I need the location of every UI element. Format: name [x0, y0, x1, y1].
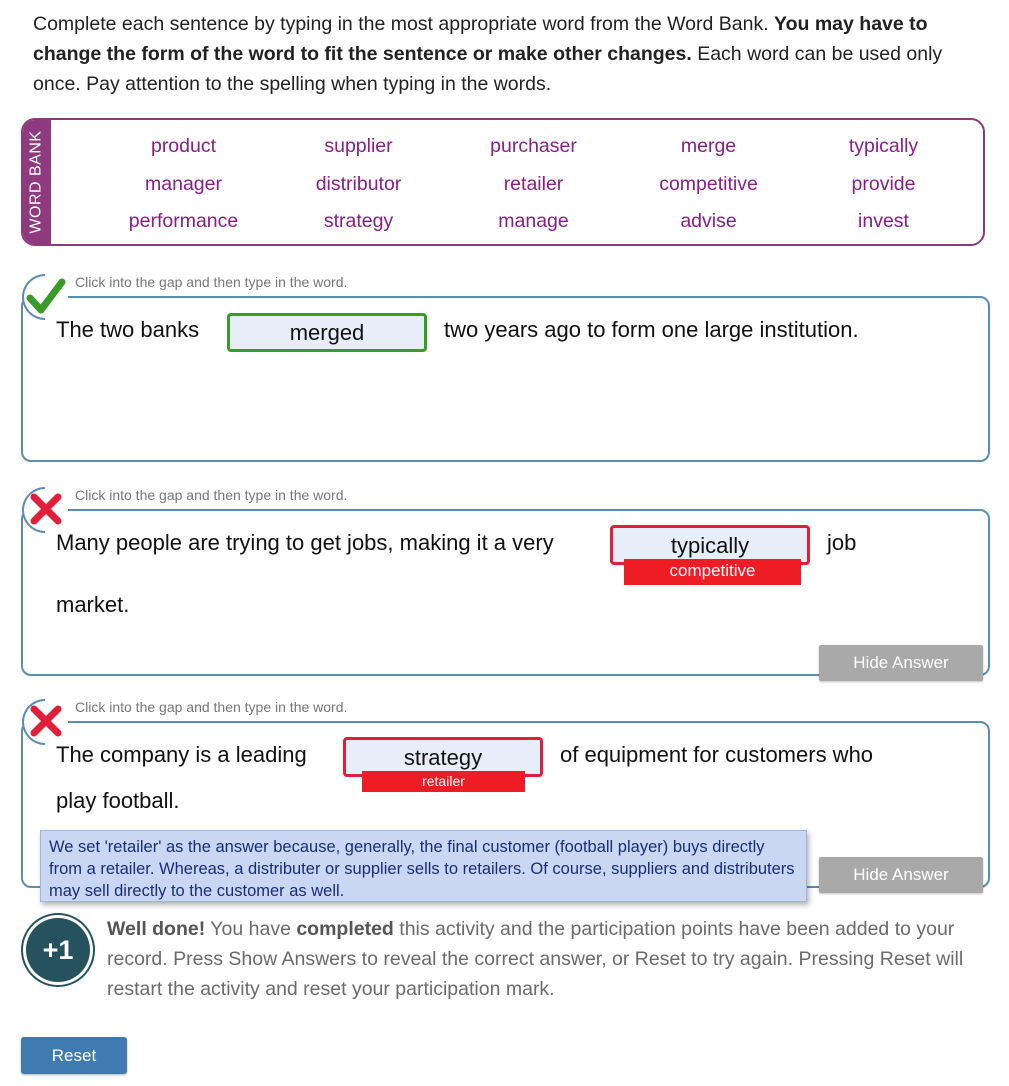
- question-text: The company is a leading: [56, 742, 307, 767]
- word-bank-word: invest: [858, 210, 909, 232]
- correct-answer-label: competitive: [624, 559, 801, 585]
- word-bank-word: manager: [145, 172, 222, 195]
- word-bank-word: retailer: [503, 172, 564, 195]
- instructions-bold: You may have to change the form of the word to fit the sentence or make other changes.: [33, 13, 928, 65]
- word-bank-tab: [23, 120, 51, 244]
- hide-answer-button[interactable]: Hide Answer: [819, 645, 983, 681]
- answer-input[interactable]: merged: [227, 313, 427, 352]
- word-bank-word: product: [150, 135, 217, 157]
- word-bank-word: merge: [680, 135, 737, 157]
- word-bank-grid: [96, 132, 971, 237]
- instructions: [33, 9, 983, 99]
- word-bank-word: typically: [848, 135, 919, 157]
- word-bank-word: purchaser: [490, 135, 577, 157]
- hide-answer-button[interactable]: Hide Answer: [819, 857, 983, 893]
- word-bank-word: competitive: [659, 172, 758, 195]
- word-bank-word: supplier: [324, 135, 393, 157]
- instructions-text-2: Each word can be used only once. Pay attention to the spelling when typing in the words.: [33, 43, 943, 95]
- checkmark-icon: [26, 276, 66, 316]
- question-text: two years ago to form one large institution.: [444, 317, 859, 342]
- word-bank: [21, 118, 985, 246]
- word-bank-word: strategy: [323, 210, 394, 232]
- well-done-text: Well done!: [107, 918, 206, 940]
- completed-text: completed: [296, 918, 394, 940]
- word-bank-word: distributor: [315, 172, 402, 195]
- word-bank-word: provide: [851, 172, 916, 195]
- question-text: of equipment for customers who: [560, 742, 874, 767]
- gap-hint: Click into the gap and then type in the word.: [75, 274, 348, 290]
- word-bank-word: performance: [128, 210, 239, 232]
- gap-hint: Click into the gap and then type in the word.: [75, 699, 348, 715]
- completion-text-2: this activity and the participation points have been added to your record. Press Show Answers to reveal the correct answer, or Reset to try again. Pressing Reset will restart the activity and reset your participation mark.: [107, 918, 964, 1000]
- word-bank-word: advise: [680, 210, 737, 232]
- completion-message: [107, 914, 997, 1004]
- answer-input[interactable]: typically: [610, 525, 810, 565]
- word-bank-word: manage: [498, 210, 569, 232]
- question-text: market.: [56, 592, 130, 617]
- reset-button[interactable]: Reset: [21, 1037, 127, 1074]
- question-text: job: [827, 530, 857, 555]
- instructions-text: Complete each sentence by typing in the most appropriate word from the Word Bank.: [33, 13, 775, 35]
- gap-hint: Click into the gap and then type in the word.: [75, 487, 348, 503]
- answer-explanation-tooltip: We set 'retailer' as the answer because, generally, the final customer (football player) buys directly from a retailer. Whereas, a distributer or supplier sells to retailers. Of course, suppliers and distributers may sell directly to the customer as well.: [40, 830, 807, 902]
- participation-badge: +1: [26, 918, 90, 982]
- completion-text: You have: [205, 918, 297, 940]
- question-text: The two banks: [56, 317, 200, 342]
- word-bank-label: WORD BANK: [28, 130, 46, 234]
- cross-icon: [26, 701, 66, 741]
- question-text: play football.: [56, 788, 180, 813]
- question-text: Many people are trying to get jobs, making it a very: [56, 530, 554, 555]
- cross-icon: [26, 489, 66, 529]
- answer-input[interactable]: strategy: [343, 737, 543, 777]
- correct-answer-label: retailer: [362, 771, 525, 792]
